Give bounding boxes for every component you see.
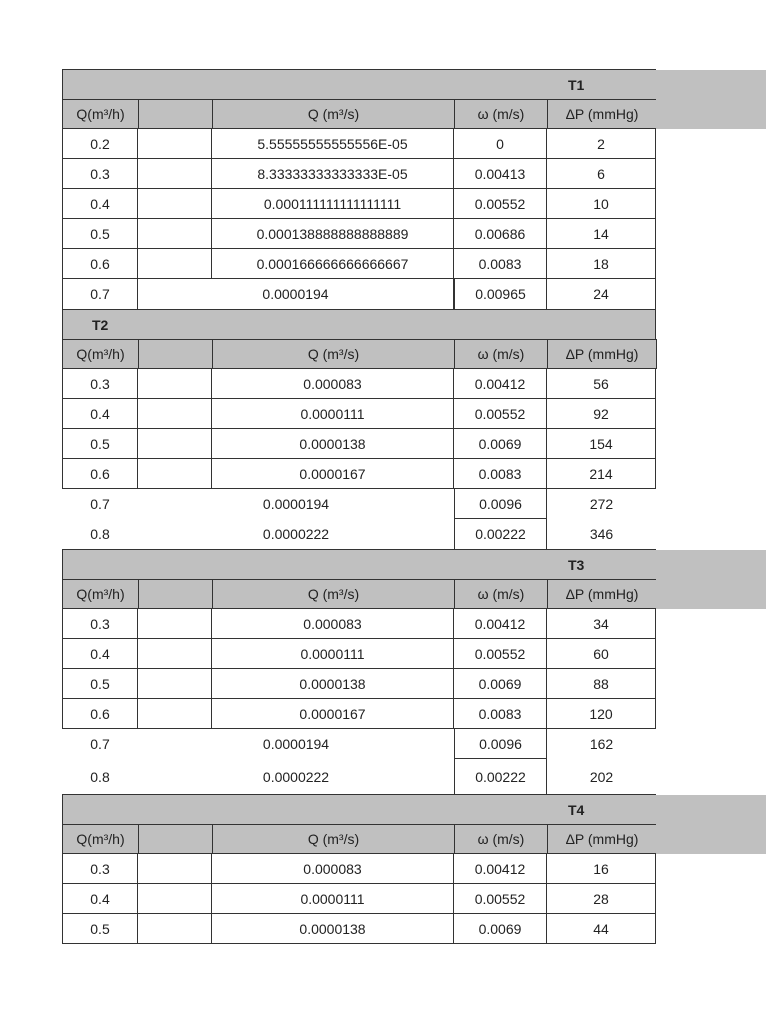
cell-delta-p: 28 [547,884,656,914]
cell-delta-p: 162 [589,736,614,752]
header-delta-p: ΔP (mmHg) [548,824,657,854]
t1-title: T1 [568,76,585,93]
cell-empty [138,369,212,399]
cell-omega: 0.0083 [454,699,547,729]
cell-q-m3h: 0.7 [90,736,110,752]
cell-q-m3h: 0.8 [90,768,110,785]
cell-delta-p: 34 [547,609,656,639]
cell-omega: 0.00552 [454,884,547,914]
cell-delta-p: 44 [547,914,656,944]
cell-omega: 0.0096 [454,729,547,759]
cell-omega: 0.00965 [454,279,547,309]
cell-delta-p: 2 [547,129,656,159]
table-row [62,884,656,914]
cell-empty [138,914,212,944]
cell-empty [138,129,212,159]
table-row [62,609,656,639]
cell-empty [138,669,212,699]
cell-q-m3s: 0.000083 [212,854,454,884]
table-row [62,699,656,729]
cell-q-m3s: 0.0000167 [212,699,454,729]
t2-title: T2 [92,316,109,333]
table-row [62,279,656,309]
cell-q-m3h: 0.5 [62,669,138,699]
cell-delta-p: 18 [547,249,656,279]
cell-empty [138,429,212,459]
cell-omega: 0.00412 [454,609,547,639]
cell-omega: 0.0069 [454,429,547,459]
cell-empty [138,699,212,729]
header-empty [139,579,213,609]
cell-q-m3s: 8.33333333333333E-05 [212,159,454,189]
cell-omega: 0.0096 [454,489,547,519]
cell-delta-p: 16 [547,854,656,884]
cell-delta-p: 14 [547,219,656,249]
cell-delta-p: 272 [589,496,614,512]
cell-q-m3h: 0.3 [62,854,138,884]
table-row [62,159,656,189]
header-omega: ω (m/s) [455,579,548,609]
cell-q-m3s: 0.0000222 [262,526,330,542]
cell-empty [138,884,212,914]
table-row [62,399,656,429]
header-q-m3h: Q(m³/h) [63,339,139,369]
cell-delta-p: 24 [547,279,656,309]
cell-omega: 0.0069 [454,914,547,944]
header-q-m3h: Q(m³/h) [63,99,139,129]
table-row [62,639,656,669]
table-row [62,249,656,279]
t2-header-row [62,339,656,369]
t4-header-row [62,824,656,854]
cell-empty [138,854,212,884]
header-empty [139,339,213,369]
table-row [62,429,656,459]
cell-delta-p: 60 [547,639,656,669]
cell-q-m3s: 0.000166666666666667 [212,249,454,279]
cell-q-m3h: 0.7 [90,496,110,512]
cell-q-m3s: 0.0000138 [212,914,454,944]
cell-omega: 0 [454,129,547,159]
header-omega: ω (m/s) [455,339,548,369]
cell-q-m3s: 0.0000111 [212,639,454,669]
header-q-m3h: Q(m³/h) [63,824,139,854]
cell-q-m3s: 0.0000194 [262,496,330,512]
cell-q-m3s: 5.55555555555556E-05 [212,129,454,159]
cell-q-m3s: 0.0000138 [212,669,454,699]
table-row [62,489,656,519]
table-row [62,369,656,399]
cell-q-m3s: 0.0000222 [262,768,330,785]
cell-delta-p: 88 [547,669,656,699]
cell-empty [138,249,212,279]
cell-empty [138,159,212,189]
header-delta-p: ΔP (mmHg) [548,99,657,129]
cell-omega: 0.00413 [454,159,547,189]
cell-delta-p: 10 [547,189,656,219]
cell-delta-p: 120 [547,699,656,729]
header-delta-p: ΔP (mmHg) [548,579,657,609]
header-empty [139,824,213,854]
table-row [62,459,656,489]
table-row [62,729,656,759]
cell-q-m3s: 0.000083 [212,609,454,639]
cell-q-m3s: 0.000111111111111111 [212,189,454,219]
cell-empty [138,399,212,429]
cell-delta-p: 346 [589,526,614,542]
cell-q-m3h: 0.6 [62,249,138,279]
cell-empty [138,459,212,489]
header-q-m3s: Q (m³/s) [213,99,455,129]
header-empty [139,99,213,129]
header-q-m3h: Q(m³/h) [63,579,139,609]
cell-delta-p: 56 [547,369,656,399]
cell-q-m3h: 0.7 [62,279,138,309]
cell-omega: 0.0083 [454,459,547,489]
header-q-m3s: Q (m³/s) [213,339,455,369]
cell-q-m3h: 0.4 [62,399,138,429]
cell-q-m3s: 0.0000194 [262,736,330,752]
cell-delta-p: 202 [589,768,614,785]
cell-q-m3s: 0.000083 [212,369,454,399]
cell-q-m3h: 0.4 [62,639,138,669]
cell-q-m3h: 0.3 [62,369,138,399]
cell-omega: 0.0083 [454,249,547,279]
cell-q-m3s: 0.0000111 [212,399,454,429]
t2-title-row [62,309,656,339]
table-row [62,189,656,219]
cell-q-m3s: 0.000138888888888889 [212,219,454,249]
table-row [62,759,656,794]
cell-omega: 0.00222 [454,759,547,794]
cell-q-m3s: 0.0000194 [138,279,454,309]
cell-q-m3h: 0.5 [62,914,138,944]
cell-empty [138,609,212,639]
cell-delta-p: 6 [547,159,656,189]
table-row [62,854,656,884]
cell-delta-p: 154 [547,429,656,459]
cell-q-m3h: 0.3 [62,159,138,189]
header-q-m3s: Q (m³/s) [213,824,455,854]
cell-omega: 0.00412 [454,854,547,884]
cell-q-m3h: 0.6 [62,699,138,729]
cell-omega: 0.00552 [454,189,547,219]
spreadsheet [62,69,656,944]
cell-q-m3s: 0.0000167 [212,459,454,489]
cell-omega: 0.00552 [454,399,547,429]
cell-q-m3h: 0.5 [62,219,138,249]
table-row [62,914,656,944]
cell-omega: 0.0069 [454,669,547,699]
t4-title: T4 [568,801,585,818]
t3-title-row [62,549,656,579]
cell-omega: 0.00686 [454,219,547,249]
cell-empty [138,639,212,669]
cell-q-m3h: 0.2 [62,129,138,159]
header-delta-p: ΔP (mmHg) [548,339,657,369]
cell-q-m3h: 0.8 [90,526,110,542]
cell-q-m3h: 0.6 [62,459,138,489]
header-omega: ω (m/s) [455,824,548,854]
cell-q-m3s: 0.0000111 [212,884,454,914]
cell-omega: 0.00222 [454,519,547,549]
cell-delta-p: 214 [547,459,656,489]
t3-header-row [62,579,656,609]
t1-title-row [62,69,656,99]
t4-title-row [62,794,656,824]
table-row [62,519,656,549]
cell-delta-p: 92 [547,399,656,429]
cell-q-m3s: 0.0000138 [212,429,454,459]
cell-q-m3h: 0.4 [62,189,138,219]
table-row [62,219,656,249]
t3-title: T3 [568,556,585,573]
cell-q-m3h: 0.5 [62,429,138,459]
cell-empty [138,189,212,219]
cell-q-m3h: 0.4 [62,884,138,914]
cell-omega: 0.00552 [454,639,547,669]
table-row [62,129,656,159]
table-row [62,669,656,699]
header-q-m3s: Q (m³/s) [213,579,455,609]
t1-header-row [62,99,656,129]
header-omega: ω (m/s) [455,99,548,129]
cell-empty [138,219,212,249]
cell-omega: 0.00412 [454,369,547,399]
cell-q-m3h: 0.3 [62,609,138,639]
